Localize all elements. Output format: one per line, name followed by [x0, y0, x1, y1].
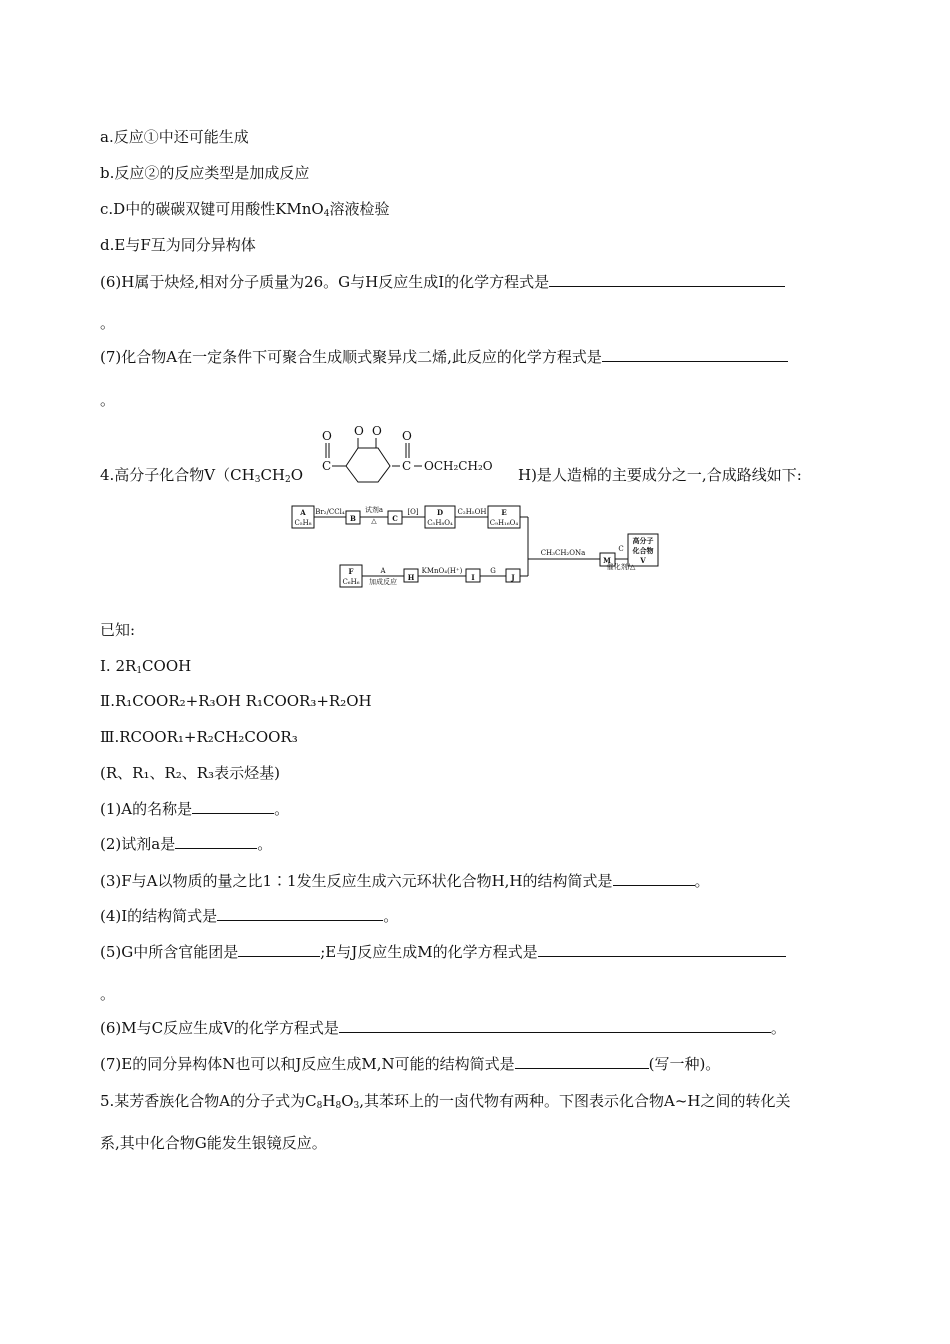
- node-h: H: [407, 573, 415, 582]
- period: 。: [694, 872, 710, 890]
- node-e: E: [501, 508, 507, 517]
- node-e-formula: C₉H₁₆O₄: [489, 519, 519, 527]
- polymer-structure: [302, 424, 512, 484]
- question-text: (6)M与C反应生成V的化学方程式是: [100, 1019, 339, 1037]
- question-4-2: [100, 834, 272, 854]
- node-d: D: [436, 508, 444, 517]
- question-4-6: [100, 1018, 786, 1038]
- question-4-5-end: [100, 984, 115, 1004]
- condition-label: △: [371, 517, 377, 525]
- option-d-text: d.E与F互为同分异构体: [100, 236, 256, 254]
- problem-4-text-end: H)是人造棉的主要成分之一,合成路线如下:: [518, 466, 802, 484]
- answer-blank[interactable]: [515, 1054, 649, 1069]
- question-6-end: [100, 313, 115, 333]
- reagent-label: Br₂/CCl₄: [315, 508, 345, 516]
- known-2-text: Ⅱ.R₁COOR₂+R₃OH R₁COOR₃+R₂OH: [100, 692, 372, 710]
- node-c: C: [392, 514, 398, 523]
- node-m: M: [603, 556, 611, 565]
- subscript: 1: [136, 666, 143, 676]
- question-text-mid: ;E与J反应生成M的化学方程式是: [320, 943, 538, 961]
- problem-5-text: 5.某芳香族化合物A的分子式为C: [100, 1092, 317, 1110]
- oxygen-label: O: [402, 429, 412, 443]
- ester-group: OCH₂CH₂O: [424, 459, 493, 473]
- question-6: [100, 272, 785, 292]
- question-7-text: (7)化合物A在一定条件下可聚合生成顺式聚异戊二烯,此反应的化学方程式是: [100, 348, 602, 366]
- known-2: [100, 691, 372, 711]
- subscript: 8: [316, 1101, 323, 1111]
- option-d: [100, 235, 256, 255]
- known-3: [100, 727, 298, 747]
- option-b: [100, 163, 309, 183]
- answer-blank[interactable]: [602, 347, 788, 362]
- known-text: 已知:: [100, 621, 136, 639]
- period: 。: [100, 314, 116, 332]
- problem-4-text: 4.高分子化合物V（CH: [100, 466, 255, 484]
- option-b-text: b.反应②的反应类型是加成反应: [100, 164, 310, 182]
- problem-5-line1: [100, 1091, 791, 1116]
- node-a-formula: C₅H₈: [294, 519, 312, 527]
- subscript: 2: [285, 475, 291, 485]
- known-heading: [100, 620, 135, 640]
- question-7-end: [100, 390, 115, 410]
- option-a-text: a.反应①中还可能生成: [100, 128, 249, 146]
- subscript: 3: [353, 1101, 360, 1111]
- answer-blank[interactable]: [549, 272, 785, 287]
- node-v-line3: V: [640, 556, 646, 565]
- formula-part: O: [341, 1092, 354, 1110]
- diagram-arrows: [314, 517, 628, 576]
- answer-blank[interactable]: [175, 834, 257, 849]
- answer-blank[interactable]: [217, 906, 383, 921]
- question-4-4: [100, 906, 398, 926]
- answer-blank[interactable]: [339, 1018, 771, 1033]
- question-6-text: (6)H属于炔烃,相对分子质量为26。G与H反应生成I的化学方程式是: [100, 273, 550, 291]
- option-c-text-end: 溶液检验: [329, 200, 390, 218]
- option-c-text: c.D中的碳碳双键可用酸性KMnO: [100, 200, 324, 218]
- condition-label: 加成反应: [369, 578, 397, 586]
- known-1-text: Ⅰ. 2R: [100, 657, 137, 675]
- known-note: [100, 763, 280, 783]
- period: 。: [770, 1019, 786, 1037]
- option-a: [100, 127, 249, 147]
- known-3-text: Ⅲ.RCOOR₁+R₂CH₂COOR₃: [100, 728, 298, 746]
- oxygen-label: O: [354, 424, 364, 438]
- answer-blank[interactable]: [238, 942, 320, 957]
- reagent-label: 试剂a: [364, 506, 384, 514]
- diagram-boxes: [292, 506, 658, 587]
- reagent-label: C: [618, 545, 624, 553]
- question-7: [100, 347, 788, 367]
- reagent-label: A: [380, 567, 386, 575]
- question-text-end: (写一种)。: [648, 1055, 721, 1073]
- known-1: [100, 656, 191, 681]
- period: 。: [274, 800, 290, 818]
- carbon-label: C: [402, 459, 412, 473]
- question-text: (4)I的结构简式是: [100, 907, 218, 925]
- synthesis-route-diagram: [288, 500, 668, 592]
- formula-part: O: [290, 466, 304, 484]
- reagent-label: G: [490, 567, 496, 575]
- problem-4-intro-end: [518, 465, 802, 485]
- period: 。: [383, 907, 399, 925]
- question-4-1: [100, 799, 289, 819]
- period: 。: [257, 835, 273, 853]
- node-j: J: [511, 573, 515, 582]
- node-v-line2: 化合物: [632, 546, 654, 555]
- subscript: 4: [323, 209, 330, 219]
- option-c: [100, 199, 389, 224]
- formula-part: CH: [260, 466, 285, 484]
- reagent-label: KMnO₄(H⁺): [421, 567, 463, 575]
- question-text: (1)A的名称是: [100, 800, 193, 818]
- problem-5-text-end: ,其苯环上的一卤代物有两种。下图表示化合物A~H之间的转化关: [359, 1092, 791, 1110]
- carbon-label: C: [322, 459, 332, 473]
- node-d-formula: C₅H₈O₄: [427, 519, 453, 527]
- period: 。: [100, 985, 116, 1003]
- formula-part: H: [322, 1092, 336, 1110]
- question-4-5: [100, 942, 786, 962]
- period: 。: [100, 391, 116, 409]
- reagent-label: C₂H₅OH: [457, 508, 487, 516]
- question-text: (5)G中所含官能团是: [100, 943, 239, 961]
- answer-blank[interactable]: [613, 871, 695, 886]
- answer-blank[interactable]: [192, 799, 274, 814]
- node-v-line1: 高分子: [632, 536, 654, 545]
- reagent-label: [O]: [407, 508, 419, 516]
- oxygen-label: O: [322, 429, 332, 443]
- question-text: (7)E的同分异构体N也可以和J反应生成M,N可能的结构简式是: [100, 1055, 515, 1073]
- problem-4-intro: [100, 465, 303, 490]
- reagent-label: CH₃CH₂ONa: [540, 549, 586, 557]
- known-note-text: (R、R₁、R₂、R₃表示烃基): [100, 764, 280, 782]
- node-f-formula: C₆H₆: [342, 578, 360, 586]
- condition-label: 催化剂/△: [606, 563, 636, 571]
- node-b: B: [350, 514, 356, 523]
- question-4-3: [100, 871, 710, 891]
- subscript: 8: [335, 1101, 342, 1111]
- problem-5-line2: [100, 1133, 327, 1153]
- subscript: 3: [254, 475, 261, 485]
- question-text: (3)F与A以物质的量之比1∶1发生反应生成六元环状化合物H,H的结构简式是: [100, 872, 613, 890]
- oxygen-label: O: [372, 424, 382, 438]
- node-f: F: [348, 567, 354, 576]
- question-4-7: [100, 1054, 720, 1074]
- answer-blank[interactable]: [538, 942, 786, 957]
- known-1-text-end: COOH: [142, 657, 192, 675]
- problem-5-text-2: 系,其中化合物G能发生银镜反应。: [100, 1134, 327, 1152]
- node-a: A: [300, 508, 306, 517]
- node-i: I: [471, 573, 475, 582]
- question-text: (2)试剂a是: [100, 835, 176, 853]
